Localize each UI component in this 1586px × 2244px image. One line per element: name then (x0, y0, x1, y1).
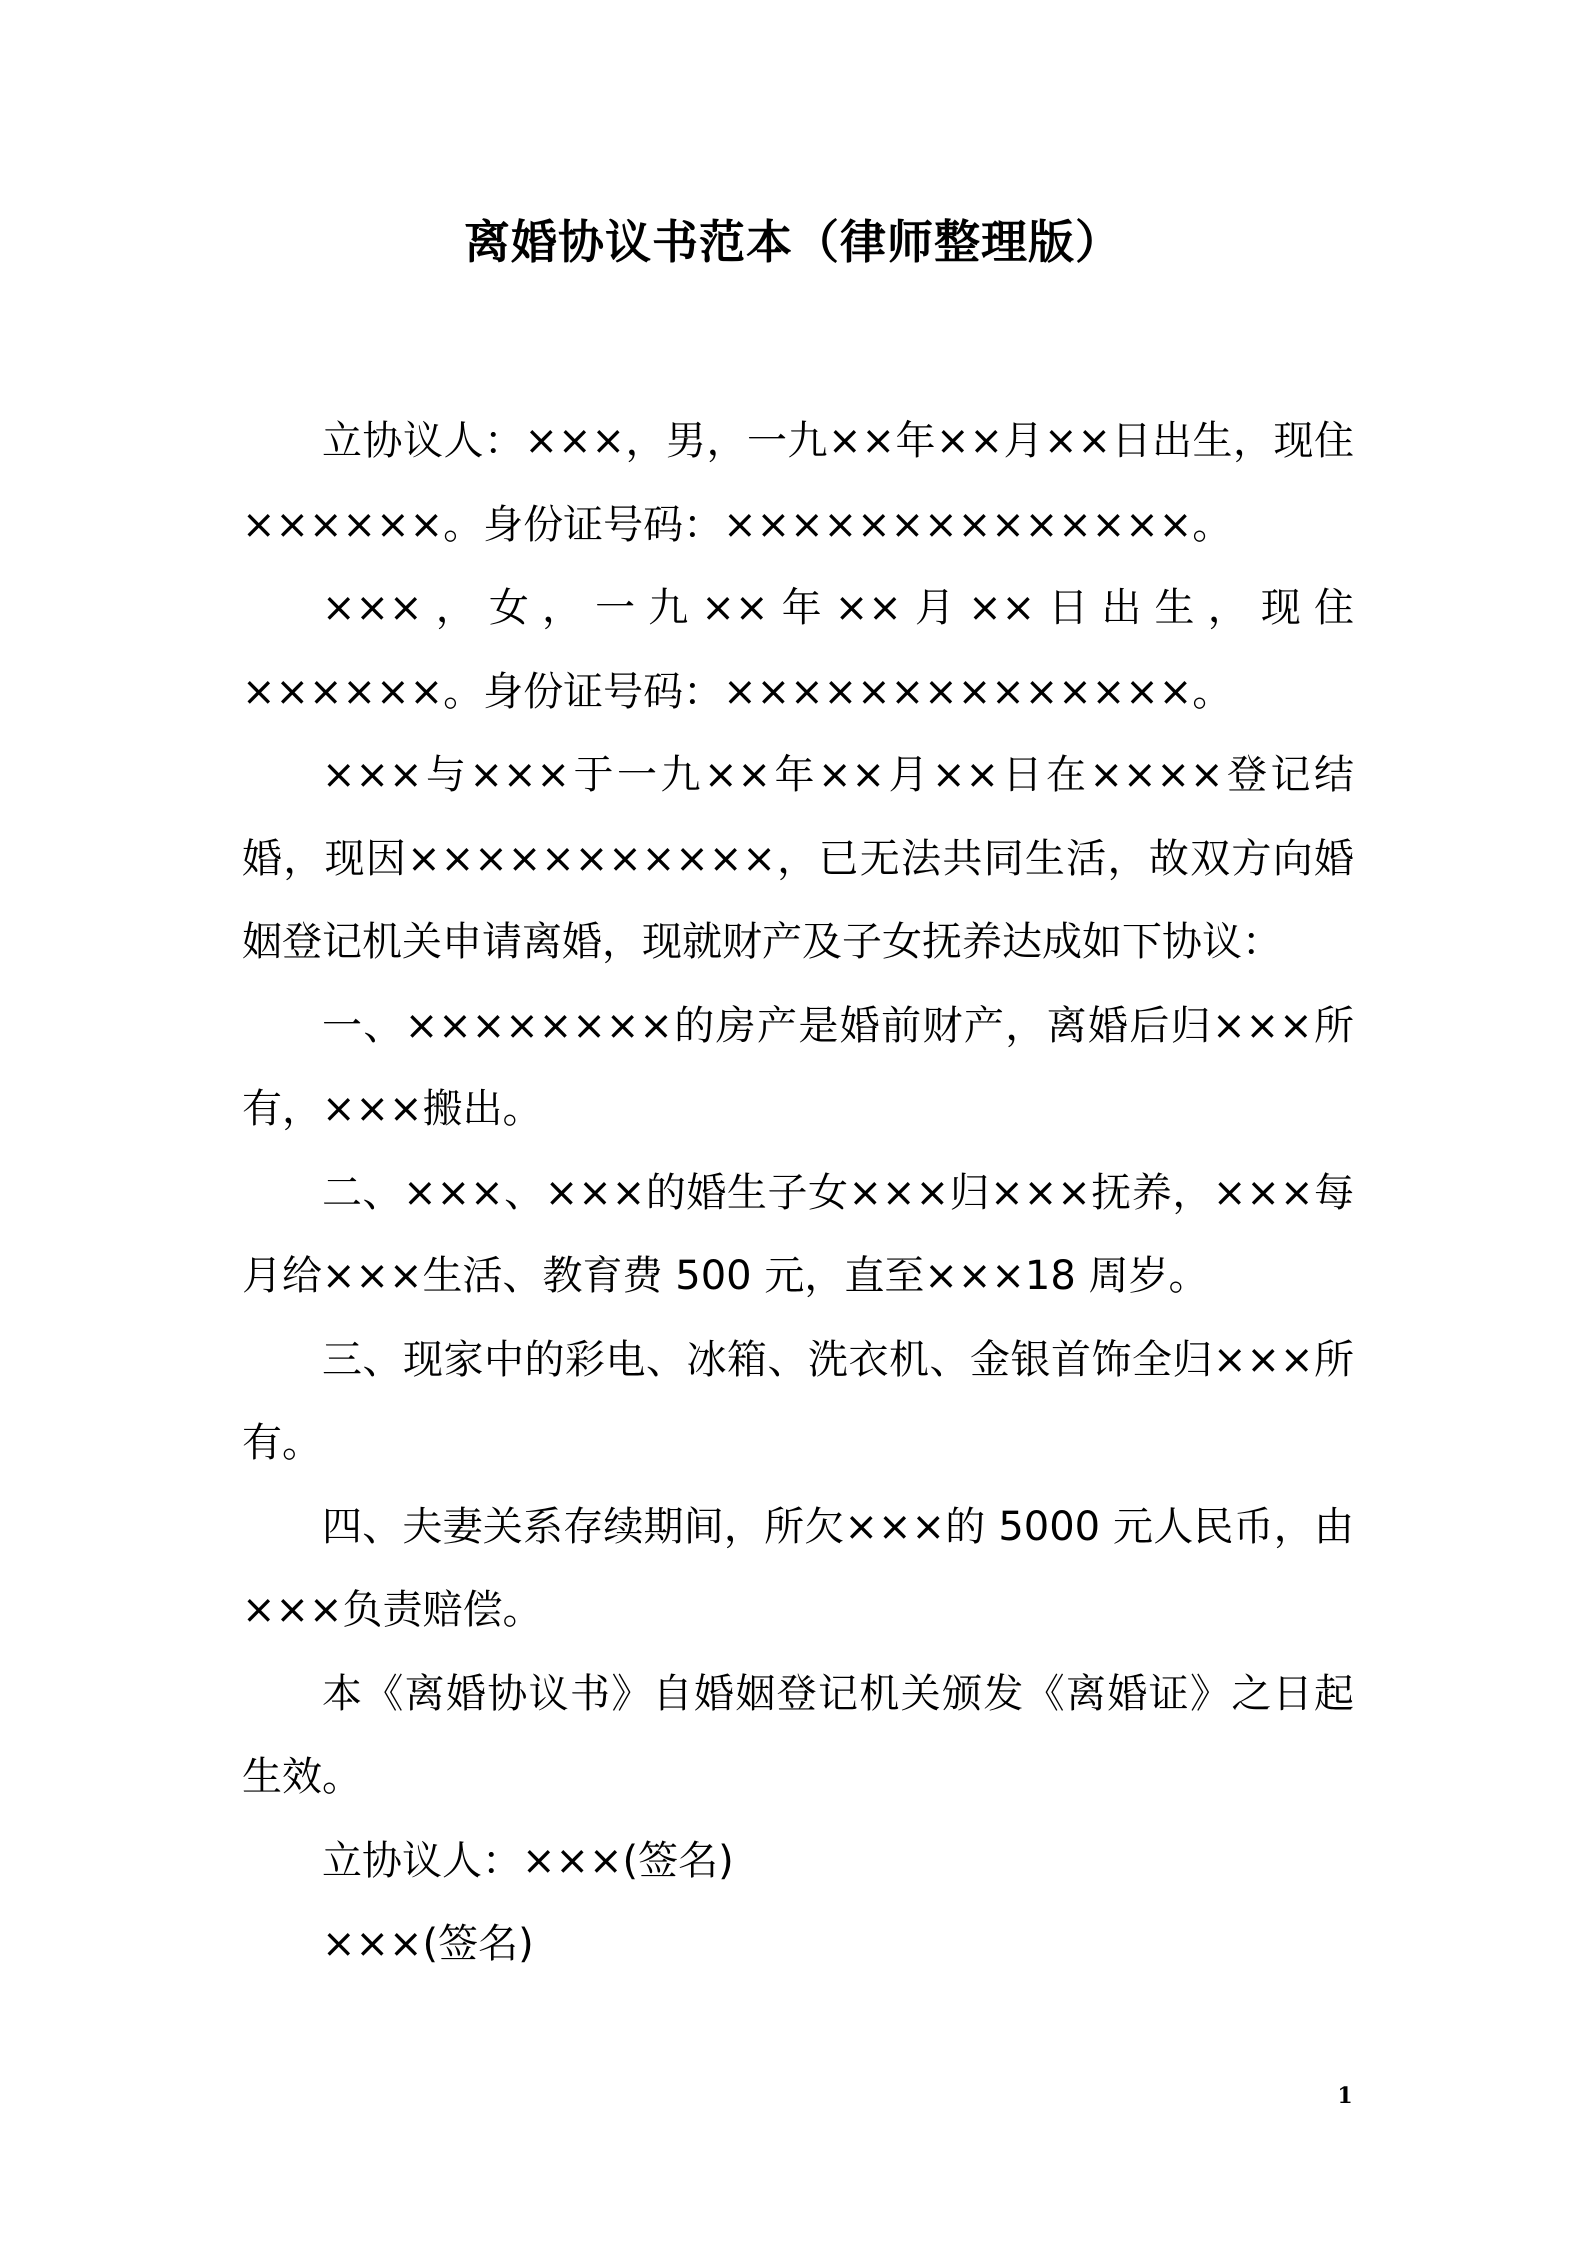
clause-two-paragraph: 二、×××、×××的婚生子女×××归×××抚养，×××每月给×××生活、教育费 500 元，直至×××18 周岁。 (242, 1169, 1354, 1299)
clause-three-paragraph: 三、现家中的彩电、冰箱、洗衣机、金银首饰全归×××所有。 (242, 1336, 1354, 1466)
effective-date-paragraph: 本《离婚协议书》自婚姻登记机关颁发《离婚证》之日起生效。 (242, 1670, 1354, 1800)
document-title: 离婚协议书范本（律师整理版） (464, 215, 1122, 269)
signature-line-one: 立协议人：×××(签名) (322, 1837, 734, 1884)
clause-four-paragraph: 四、夫妻关系存续期间，所欠×××的 5000 元人民币，由×××负责赔偿。 (242, 1503, 1354, 1633)
signature-line-two: ×××(签名) (322, 1921, 534, 1967)
page-number: 1 (1337, 2083, 1353, 2109)
party-two-paragraph: ×××，女，一九××年××月××日出生，现住××××××。身份证号码：××××××××××××××。 (242, 585, 1354, 715)
clause-one-paragraph: 一、××××××××的房产是婚前财产，离婚后归×××所有，×××搬出。 (242, 1002, 1354, 1132)
marriage-statement-paragraph: ×××与×××于一九××年××月××日在××××登记结婚，现因×××××××××××，已无法共同生活，故双方向婚姻登记机关申请离婚，现就财产及子女抚养达成如下协议： (242, 752, 1354, 965)
party-one-paragraph: 立协议人：×××，男，一九××年××月××日出生，现住××××××。身份证号码：××××××××××××××。 (242, 418, 1354, 548)
document-body (242, 400, 1354, 1987)
